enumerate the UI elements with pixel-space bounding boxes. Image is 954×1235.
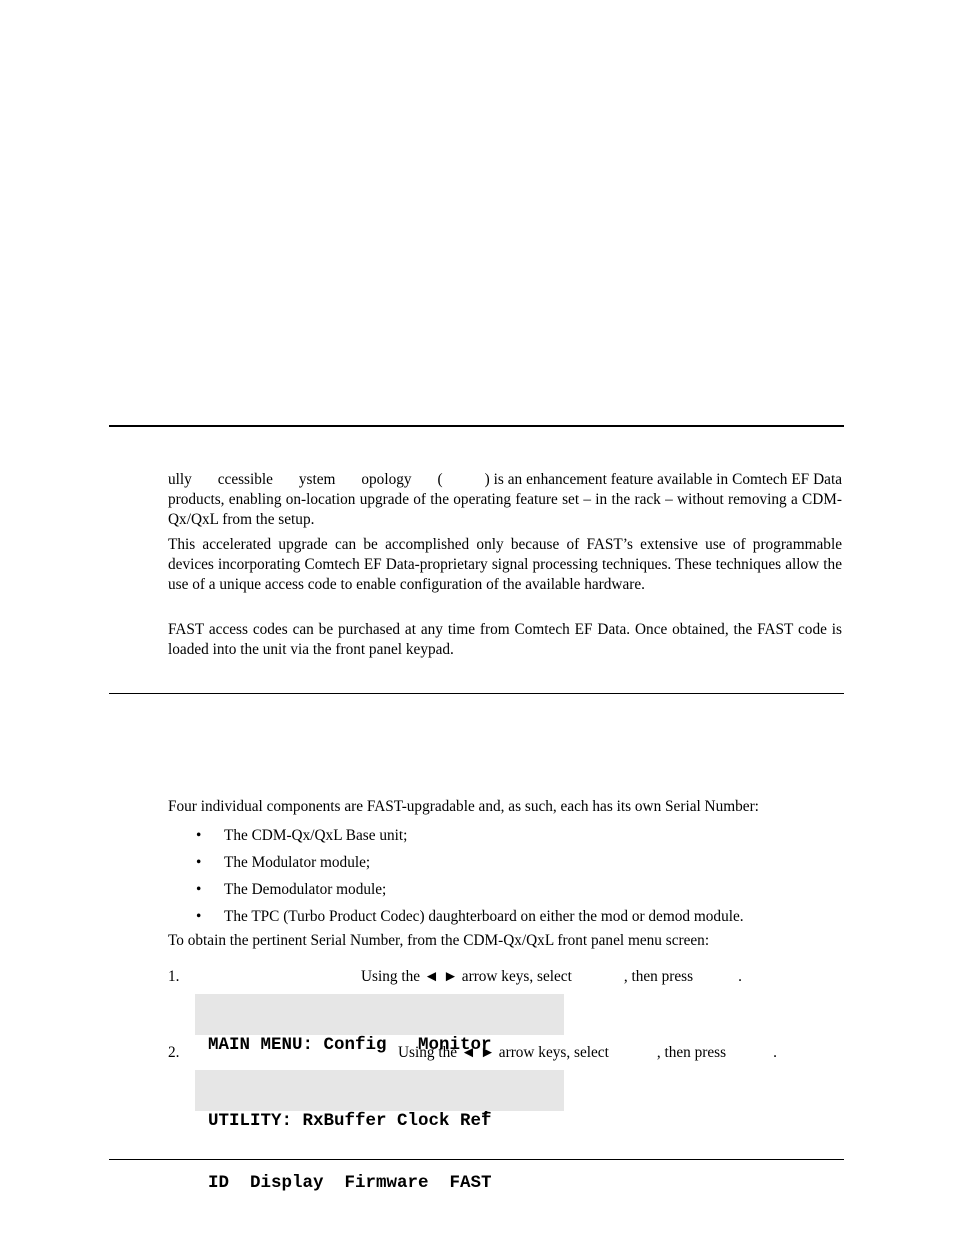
footer-rule (109, 1159, 844, 1160)
lcd-line-2: ID Display Firmware FAST (208, 1172, 492, 1193)
list-item: • The CDM-Qx/QxL Base unit; (168, 822, 744, 849)
section-rule-top (109, 425, 844, 427)
step-instruction: Using the ◄ ► arrow keys, select , then press . (361, 968, 742, 985)
lcd-line-1: MAIN MENU: Config Monitor (208, 1035, 492, 1055)
step-number: 2. (168, 1044, 180, 1061)
section-rule-middle (109, 693, 844, 694)
fast-intro-text: ) is an enhancement feature available in Comtech EF Data products, enabling on-location upgrade of the operating feature set – in the rack – without removing a CDM-Qx/QxL from the setup. (168, 471, 842, 528)
fast-acronym-text: ully ccessible ystem opology ( (168, 471, 443, 488)
step-instruction: Using the ◄ ► arrow keys, select , then press . (398, 1044, 777, 1061)
list-item: • The Demodulator module; (168, 876, 744, 903)
list-item: • The TPC (Turbo Product Codec) daughterboard on either the mod or demod module. (168, 903, 744, 930)
lcd-utility-menu (195, 1070, 564, 1193)
bullet-icon: • (196, 854, 202, 871)
step-number: 1. (168, 968, 180, 985)
components-lead-text: Four individual components are FAST-upgradable and, as such, each has its own Serial Number: (168, 798, 759, 815)
components-list (168, 822, 744, 930)
lcd-main-menu (195, 994, 564, 1055)
fast-intro-paragraph (168, 470, 842, 530)
upgrade-paragraph: This accelerated upgrade can be accomplished only because of FAST’s extensive use of programmable devices incorporating Comtech EF Data-proprietary signal processing techniques. These techniques allow the use of a unique access code to enable configuration of the available hardware. (168, 536, 842, 593)
access-code-paragraph: FAST access codes can be purchased at any time from Comtech EF Data. Once obtained, the FAST code is loaded into the unit via the front panel keypad. (168, 621, 842, 658)
bullet-icon: • (196, 881, 202, 898)
list-item: • The Modulator module; (168, 849, 744, 876)
bullet-icon: • (196, 827, 202, 844)
bullet-icon: • (196, 908, 202, 925)
obtain-serial-text: To obtain the pertinent Serial Number, from the CDM-Qx/QxL front panel menu screen: (168, 932, 710, 949)
lcd-line-1: UTILITY: RxBuffer Clock Ref (208, 1111, 492, 1131)
